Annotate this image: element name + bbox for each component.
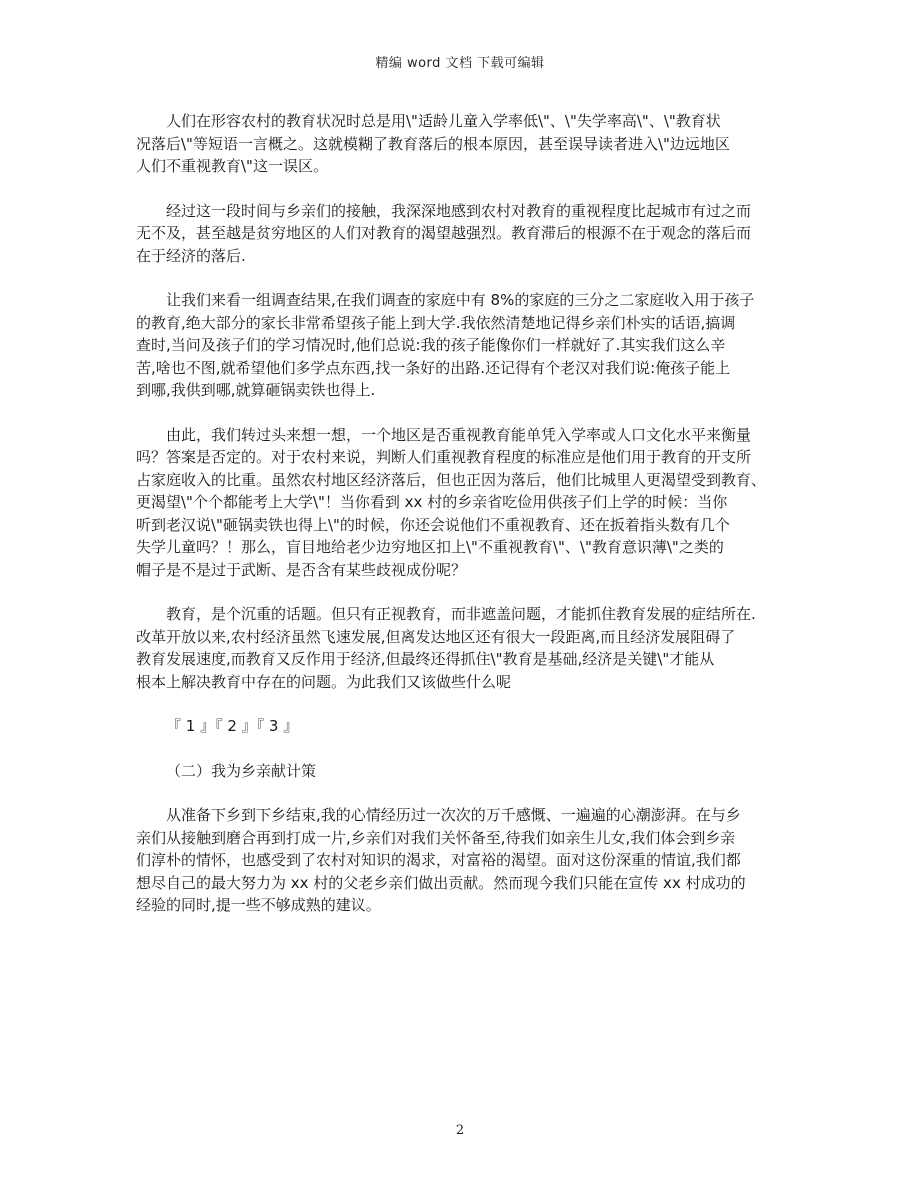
paragraph-line: 让我们来看一组调查结果,在我们调查的家庭中有 8%的家庭的三分之二家庭收入用于孩子 — [166, 291, 755, 309]
paragraph-5 — [136, 603, 804, 693]
paragraph-line: 人们不重视教育\"这一误区。 — [136, 157, 328, 175]
paragraph-line: 经过这一段时间与乡亲们的接触，我深深地感到农村对教育的重视程度比起城市有过之而 — [166, 201, 752, 220]
section-heading: （二）我为乡亲献计策 — [166, 761, 317, 780]
paragraph-line: 想尽自己的最大努力为 xx 村的父老乡亲们做出贡献。然而现今我们只能在宣传 xx 村成功的 — [136, 873, 746, 892]
paragraph-2 — [136, 200, 804, 268]
paragraph-1 — [136, 110, 804, 178]
paragraph-line: 听到老汉说\"砸锅卖铁也得上\"的时候，你还会说他们不重视教育、还在扳着指头数有几个 — [136, 515, 730, 534]
paragraph-line: 从准备下乡到下乡结束,我的心情经历过一次次的万千感慨、一遍遍的心潮澎湃。在与乡 — [166, 806, 741, 824]
paragraph-line: 吗？答案是否定的。对于农村来说，判断人们重视教育程度的标准应是他们用于教育的开支所 — [136, 448, 752, 466]
paragraph-line: 在于经济的落后. — [136, 246, 246, 265]
paragraph-line: 无不及，甚至越是贫穷地区的人们对教育的渴望越强烈。教育滞后的根源不在于观念的落后而 — [136, 224, 752, 242]
paragraph-line: 教育发展速度,而教育又反作用于经济,但最终还得抓住\"教育是基础,经济是关键\"才能从 — [136, 650, 715, 668]
paragraph-line: 由此，我们转过头来想一想，一个地区是否重视教育能单凭入学率或人口文化水平来衡量 — [166, 425, 752, 444]
page-links: 『 1 』『 2 』『 3 』 — [166, 717, 299, 735]
paragraph-6 — [136, 804, 804, 917]
paragraph-3 — [136, 289, 804, 402]
paragraph-4 — [136, 424, 804, 582]
paragraph-line: 改革开放以来,农村经济虽然飞速发展,但离发达地区还有很大一段距离,而且经济发展阻碍了 — [136, 627, 736, 646]
paragraph-line: 经验的同时,提一些不够成熟的建议。 — [136, 896, 381, 914]
paragraph-line: 根本上解决教育中存在的问题。为此我们又该做些什么呢 — [136, 672, 512, 691]
paragraph-line: 况落后\"等短语一言概之。这就模糊了教育落后的根本原因，甚至误导读者进入\"边远地区 — [136, 134, 730, 153]
page-number: 2 — [455, 1123, 465, 1138]
paragraph-line: 更渴望\"个个都能考上大学\"！当你看到 xx 村的乡亲省吃俭用供孩子们上学的时候：当你 — [136, 493, 728, 511]
paragraph-line: 查时,当问及孩子们的学习情况时,他们总说:我的孩子能像你们一样就好了.其实我们这么辛 — [136, 336, 726, 354]
paragraph-line: 占家庭收入的比重。虽然农村地区经济落后，但也正因为落后，他们比城里人更渴望受到教育、 — [136, 470, 767, 489]
paragraph-line: 苦,啥也不图,就希望他们多学点东西,找一条好的出路.还记得有个老汉对我们说:俺孩子能上 — [136, 358, 731, 377]
paragraph-line: 到哪,我供到哪,就算砸锅卖铁也得上. — [136, 381, 376, 399]
paragraph-line: 的教育,绝大部分的家长非常希望孩子能上到大学.我依然清楚地记得乡亲们朴实的话语,搞调 — [136, 313, 736, 332]
paragraph-line: 教育，是个沉重的话题。但只有正视教育，而非遮盖问题，才能抓住教育发展的症结所在. — [166, 605, 756, 623]
paragraph-line: 亲们从接触到磨合再到打成一片,乡亲们对我们关怀备至,待我们如亲生儿女,我们体会到乡亲 — [136, 828, 736, 847]
page-header: 精编 word 文档 下载可编辑 — [375, 56, 545, 71]
document-body — [136, 110, 804, 939]
paragraph-line: 帽子是不是过于武断、是否含有某些歧视成份呢？ — [136, 560, 467, 579]
paragraph-line: 失学儿童吗？！那么，盲目地给老少边穷地区扣上\"不重视教育\"、\"教育意识薄\"之类的 — [136, 538, 724, 556]
paragraph-line: 人们在形容农村的教育状况时总是用\"适龄儿童入学率低\"、\"失学率高\"、\"教育状 — [166, 112, 721, 130]
paragraph-line: 们淳朴的情怀，也感受到了农村对知识的渴求，对富裕的渴望。面对这份深重的情谊,我们都 — [136, 851, 741, 869]
